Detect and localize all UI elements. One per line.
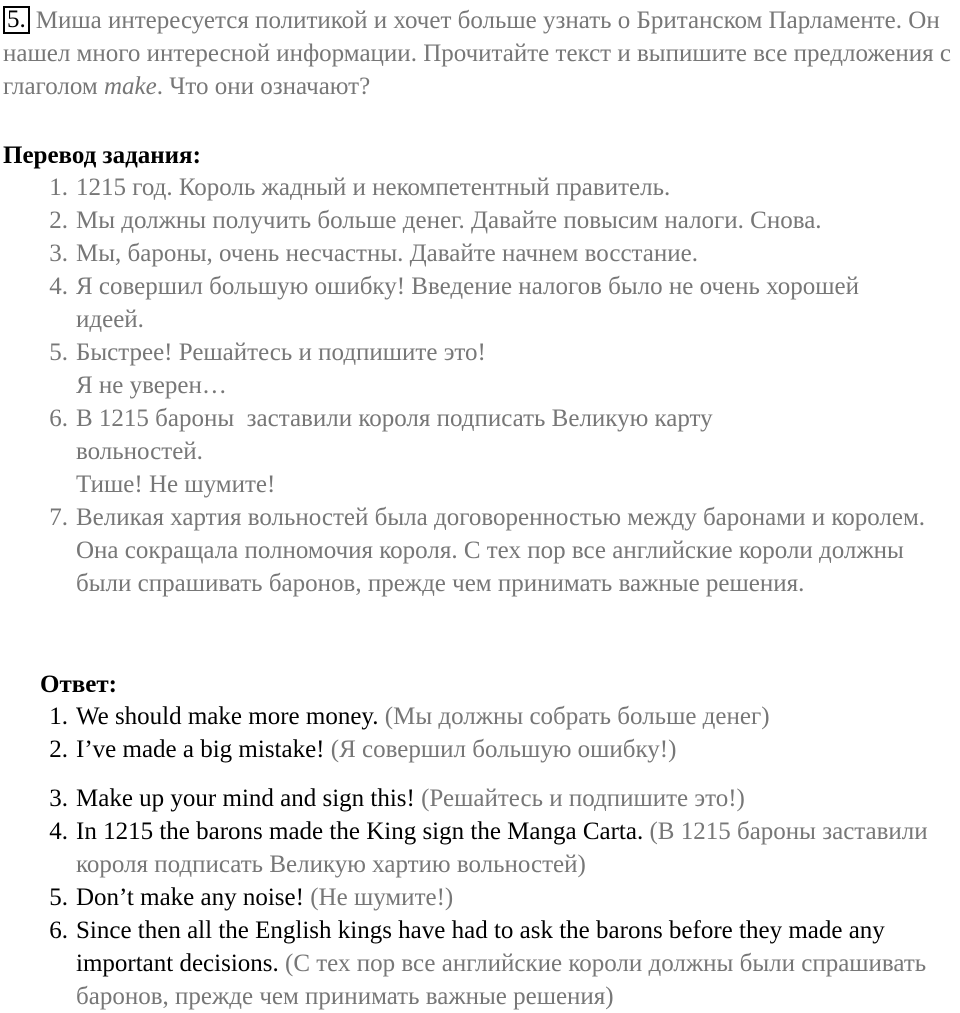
answer-item <box>38 700 960 733</box>
answer-russian-translation: (В 1215 бароны заставили короля подписать Великую хартию вольностей) <box>76 818 928 878</box>
answer-english-sentence: We should make more money. <box>76 703 379 730</box>
translation-item-number: 1. <box>49 174 68 201</box>
translation-item <box>38 204 958 237</box>
translation-item-text: 1215 год. Король жадный и некомпетентный правитель. <box>76 174 671 201</box>
answer-list <box>38 700 960 1013</box>
translation-item-number: 6. <box>49 405 68 432</box>
answer-item-number: 5. <box>49 884 68 911</box>
task-statement <box>3 4 958 103</box>
answer-item <box>38 733 960 766</box>
answer-item-number: 2. <box>49 736 68 763</box>
translation-item <box>38 237 958 270</box>
translation-item-number: 5. <box>49 339 68 366</box>
answer-russian-translation: (Решайтесь и подпишите это!) <box>421 785 745 812</box>
answer-english-sentence: Don’t make any noise! <box>76 884 304 911</box>
answer-item <box>38 914 960 1013</box>
translation-item <box>38 270 958 336</box>
translation-item-number: 2. <box>49 207 68 234</box>
task-text-after: . Что они означают? <box>156 73 371 100</box>
translation-item <box>38 501 958 600</box>
translation-item-text: Мы, бароны, очень несчастны. Давайте начнем восстание. <box>76 240 698 267</box>
answer-item <box>38 782 960 815</box>
translation-item-text: Тише! Не шумите! <box>76 471 276 498</box>
translation-item-number: 4. <box>49 273 68 300</box>
answer-heading: Ответ: <box>40 671 117 698</box>
translation-item-text: Великая хартия вольностей была договоренностью между баронами и королем. Она сокращала полномочия короля. С тех пор все английские короли должны были спрашивать баронов, прежде чем принимать важные решения. <box>76 504 926 597</box>
translation-item <box>38 402 958 501</box>
answer-item-number: 3. <box>49 785 68 812</box>
answer-item-number: 1. <box>49 703 68 730</box>
translation-item-text: Мы должны получить больше денег. Давайте повысим налоги. Снова. <box>76 207 822 234</box>
answer-item <box>38 815 960 881</box>
task-number-box: 5. <box>3 6 30 34</box>
task-text-italic: make <box>103 73 157 100</box>
answer-russian-translation: (Мы должны собрать больше денег) <box>384 703 770 730</box>
translation-item-number: 7. <box>49 504 68 531</box>
answer-russian-translation: (Я совершил большую ошибку!) <box>330 736 677 763</box>
answer-russian-translation: (Не шумите!) <box>310 884 454 911</box>
translation-heading: Перевод задания: <box>3 142 201 169</box>
task-text <box>3 7 951 100</box>
task-text-before: Миша интересуется политикой и хочет больше узнать о Британском Парламенте. Он нашел много интересной информации. Прочитайте текст и выпишите все предложения с глаголом <box>3 7 951 100</box>
answer-item <box>38 881 960 914</box>
translation-item-text: Я совершил большую ошибку! Введение налогов было не очень хорошей идеей. <box>76 273 859 333</box>
answer-item-number: 4. <box>49 818 68 845</box>
answer-english-sentence: In 1215 the barons made the King sign the Manga Carta. <box>76 818 644 845</box>
answer-russian-translation: (С тех пор все английские короли должны были спрашивать баронов, прежде чем принимать важные решения) <box>76 950 927 1010</box>
answer-english-sentence: Make up your mind and sign this! <box>76 785 415 812</box>
translation-item <box>38 336 958 402</box>
answer-english-sentence: Since then all the English kings have had to ask the barons before they made any important decisions. <box>76 917 885 977</box>
answer-english-sentence: I’ve made a big mistake! <box>76 736 325 763</box>
translation-item <box>38 171 958 204</box>
translation-item-text: В 1215 бароны заставили короля подписать Великую карту вольностей. <box>76 405 719 465</box>
translation-item-text: Быстрее! Решайтесь и подпишите это! <box>76 339 486 366</box>
answer-item-number: 6. <box>49 917 68 944</box>
translation-list <box>38 171 958 600</box>
translation-item-text: Я не уверен… <box>76 372 227 399</box>
translation-item-number: 3. <box>49 240 68 267</box>
